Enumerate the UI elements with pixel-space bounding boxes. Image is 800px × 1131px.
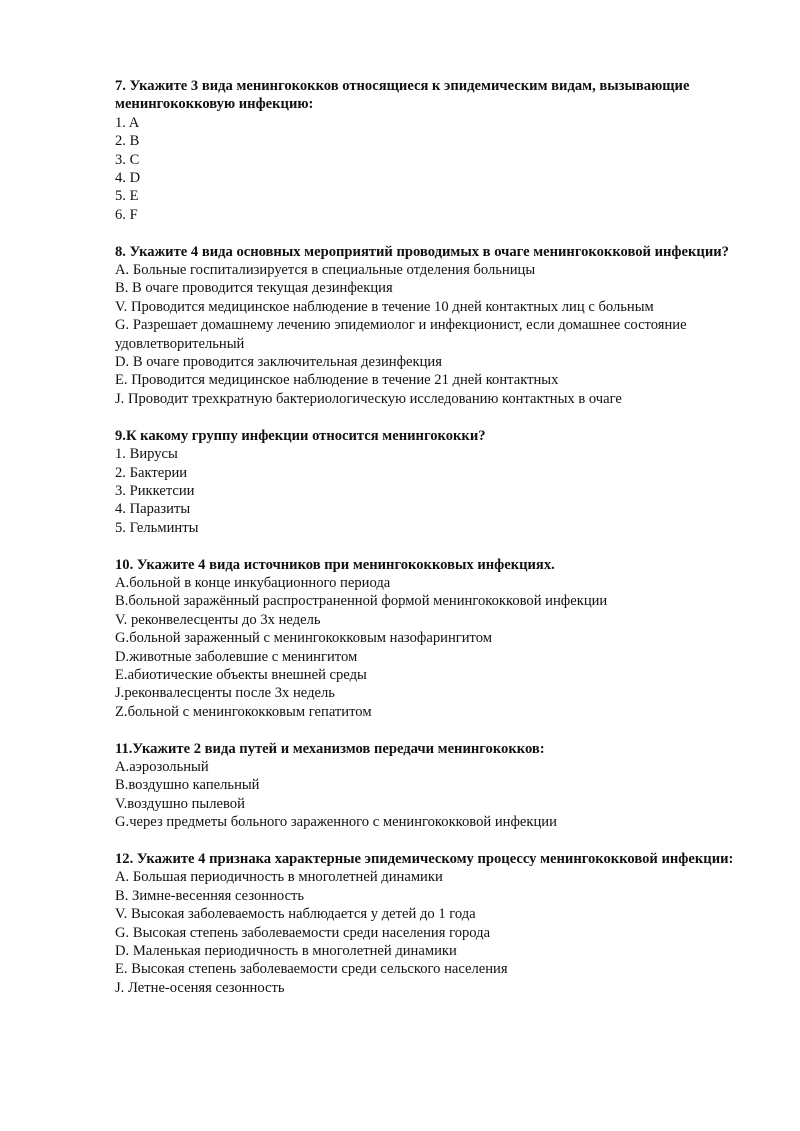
- answer-option: 3. Риккетсии: [115, 482, 195, 499]
- answer-option: E. Высокая степень заболеваемости среди сельского населения: [115, 961, 508, 978]
- answer-option: 2. Бактерии: [115, 464, 188, 481]
- answer-option: V. Проводится медицинское наблюдение в течение 10 дней контактных лиц с больным: [115, 298, 654, 315]
- answer-option: E. Проводится медицинское наблюдение в течение 21 дней контактных: [115, 372, 559, 389]
- answer-option: V. Высокая заболеваемость наблюдается у детей до 1 года: [115, 906, 476, 923]
- answer-option: A.больной в конце инкубационного периода: [115, 574, 391, 591]
- answer-option: B. Зимне-весенняя сезонность: [115, 887, 305, 904]
- answer-option: J. Летне-осеняя сезонность: [115, 979, 285, 996]
- answer-option: B.больной заражённый распространенной формой менингококковой инфекции: [115, 593, 608, 610]
- question-10: [115, 556, 755, 722]
- question-title: 10. Укажите 4 вида источников при менингококковых инфекциях.: [115, 556, 555, 573]
- answer-option: 2. B: [115, 133, 140, 150]
- question-title: 12. Укажите 4 признака характерные эпидемическому процессу менингококковой инфекции:: [115, 850, 734, 867]
- answer-option: B. В очаге проводится текущая дезинфекция: [115, 280, 393, 297]
- question-7: [115, 77, 755, 224]
- answer-option: D. В очаге проводится заключительная дезинфекция: [115, 354, 442, 371]
- answer-option: G. Разрешает домашнему лечению эпидемиолог и инфекционист, если домашнее состояние удовлетворительный: [115, 317, 687, 352]
- answer-option: G.через предметы больного зараженного с менингококковой инфекции: [115, 814, 557, 831]
- answer-option: E.абиотические объекты внешней среды: [115, 666, 367, 683]
- answer-option: J.реконвалесценты после 3х недель: [115, 685, 335, 702]
- question-title: 7. Укажите 3 вида менингококков относящиеся к эпидемическим видам, вызывающие менингококковую инфекцию:: [115, 78, 690, 113]
- answer-option: 4. D: [115, 170, 141, 187]
- question-12: [115, 850, 755, 997]
- answer-option: A. Больные госпитализируется в специальные отделения больницы: [115, 262, 536, 279]
- answer-option: Z.больной с менингококковым гепатитом: [115, 703, 372, 720]
- question-title: 9.К какому группу инфекции относится менингококки?: [115, 427, 486, 444]
- document-page: [115, 77, 755, 1016]
- answer-option: D.животные заболевшие с менингитом: [115, 648, 358, 665]
- answer-option: 5. Гельминты: [115, 519, 199, 536]
- answer-option: J. Проводит трехкратную бактериологическую исследованию контактных в очаге: [115, 390, 622, 407]
- question-8: [115, 243, 755, 409]
- answer-option: 1. Вирусы: [115, 446, 178, 463]
- answer-option: 3. C: [115, 151, 140, 168]
- answer-option: 5. E: [115, 188, 139, 205]
- answer-option: D. Маленькая периодичность в многолетней динамики: [115, 943, 457, 960]
- answer-option: G. Высокая степень заболеваемости среди населения города: [115, 924, 491, 941]
- answer-option: A. Большая периодичность в многолетней динамики: [115, 869, 443, 886]
- answer-option: B.воздушно капельный: [115, 777, 260, 794]
- answer-option: A.аэрозольный: [115, 758, 209, 775]
- question-title: 11.Укажите 2 вида путей и механизмов передачи менингококков:: [115, 740, 545, 757]
- answer-option: 1. A: [115, 114, 140, 131]
- answer-option: 4. Паразиты: [115, 501, 191, 518]
- answer-option: V.воздушно пылевой: [115, 795, 245, 812]
- answer-option: G.больной зараженный с менингококковым назофарингитом: [115, 630, 492, 647]
- question-11: [115, 740, 755, 832]
- answer-option: 6. F: [115, 206, 138, 223]
- answer-option: V. реконвелесценты до 3х недель: [115, 611, 321, 628]
- question-9: [115, 427, 755, 537]
- question-title: 8. Укажите 4 вида основных мероприятий проводимых в очаге менингококковой инфекции?: [115, 243, 729, 260]
